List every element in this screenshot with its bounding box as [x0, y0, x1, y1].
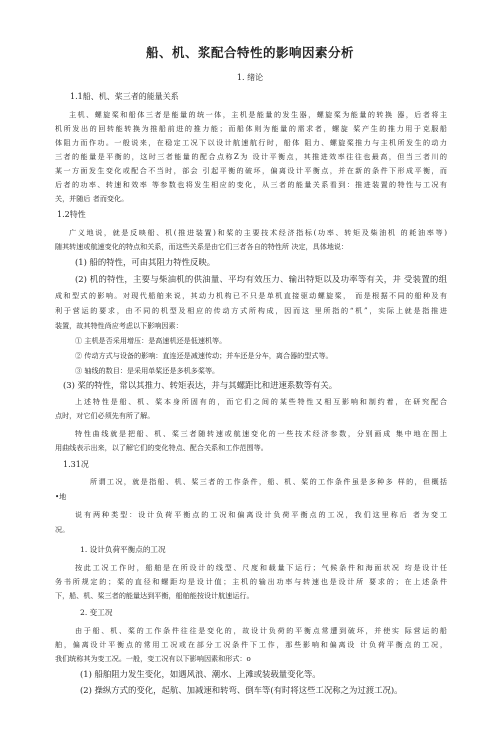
- paragraph-line: 关，并随后 者而变化。: [55, 194, 129, 203]
- paragraph-line: 说有两种类型：设计负荷平衡点的工况和偏离设计负荷平衡点的工况，我们这里称后 者为变工: [75, 510, 447, 519]
- subsection-heading-characteristics: 1.2特性: [57, 210, 86, 219]
- circled-list-item: ② 传动方式与设备的影响：直连还是减速传动；并车还是分车，离合器的型式等。: [75, 351, 333, 360]
- document-title: 船、机、浆配合特性的影响因素分析: [145, 45, 354, 60]
- paragraph-line: 体阻力而作功。一般说来，在稳定工况下以设计航速航行时，船体 阻力、螺旋桨推力与主机所发生的动力: [55, 138, 447, 147]
- paragraph-line: •地: [55, 492, 67, 501]
- paragraph-line: 舶，偏离设计平衡点的常用工况或在部分工况条件下工作，那些影响和偏离设 计负荷平衡点的工况，: [55, 640, 447, 649]
- paragraph-line: 点时，对它们必须先有所了解。: [55, 411, 155, 420]
- paragraph-line: 由于船、机、桨的工作条件往往是变化的，故设计负荷的平衡点常遭到破坏，并使实 际营运的船: [75, 626, 447, 635]
- subsection-heading-energy: 1.1船、机、桨三者的能量关系: [70, 92, 179, 101]
- list-item: (1) 船舶阻力发生变化，如遇风浪、潮水、上滩或装载量变化等。: [80, 670, 321, 679]
- paragraph-line: 装置，故其特性尚应考虑以下影响因素：: [55, 321, 183, 330]
- subsection-heading-conditions: 1.31况: [63, 460, 89, 469]
- paragraph-line: 广义地说，就是反映船、机(推进装置)和桨的主要技术经济指标(功率、转矩及柴油机 的耗油率等): [69, 228, 447, 237]
- paragraph-line: 主机、螺旋桨和船体三者是能量的统一体，主机是能量的发生器，螺旋桨为能量的转换 器，后者将主: [69, 110, 447, 119]
- paragraph-line: 所谓工况，就是指船、机、桨三者的工作条件，船、机、桨的工作条件虽是多种多 样的，但概括: [90, 477, 447, 486]
- paragraph-line: 三者的能量是平衡的，这时三者能量的配合点称Z为 设计平衡点，其推进效率往往也最高，但当三者川的: [55, 152, 447, 161]
- paragraph-line: 我们统称其为变工况。一般，变工况有以下影响因素和形式：o: [55, 654, 251, 663]
- list-item: (3) 桨的特性，常以其推力、转矩表达，并与其螺距比和进速系数等有关。: [63, 381, 338, 390]
- paragraph-line: 特性曲线就是把船、机、桨三者随转速或航速变化的一些技术经济参数，分别画成 集中地在图上: [75, 429, 447, 438]
- circled-list-item: ③ 轴线的数目：是采用单桨还是多机多桨等。: [75, 366, 220, 375]
- paragraph-line: 后者的功率、转速和效率 等参数也将发生相应的变化，从三者的能量关系看到：推进装置的特性与工况有: [55, 180, 447, 189]
- paragraph-line: 下，船、机、桨三者的能量达到平衡，船舶能按设计航速运行。: [55, 591, 254, 600]
- paragraph-line: 成和型式的影响。对现代船舶来说，其动力机构已不只是单机直接驱动螺旋桨， 而是根据不同的船种及有: [55, 291, 447, 300]
- list-item: (1) 船的特性，可由其阻力特性反映。: [75, 258, 216, 267]
- heading-variable-condition: 2. 变工况: [80, 608, 113, 617]
- list-item: (2) 机的特性，主要与柴油机的供油量、平均有效压力、输出特矩以及功率等有关，并 受装置的组: [75, 275, 447, 284]
- circled-list-item: ① 主机是否采用增压：是高速机还是低速机等。: [75, 336, 227, 345]
- paragraph-line: 况。: [55, 525, 70, 534]
- section-heading-introduction: 1. 绪论: [236, 73, 264, 82]
- paragraph-line: 务书所规定的；桨的直径和螺距均是设计值；主机的输出功率与转速也是设计所 要求的；在上述条件: [55, 577, 447, 586]
- paragraph-line: 利于营运的要求，由不同的机型及相应的传动方式所构成，因而这 里所指的“机”，实际上就是指推进: [55, 306, 447, 315]
- paragraph-line: 用曲线表示出来，以了解它们的变化特点、配合关系和工作范围等。: [55, 443, 268, 452]
- paragraph-line: 机所发出的回转能转换为推船前进的推力能；而船体则为能量的需求者，螺旋 桨产生的推力用于克服船: [55, 124, 447, 133]
- heading-design-load-condition: 1. 设计负荷平衡点的工况: [80, 545, 166, 554]
- paragraph-line: 按此工况工作时，船舶是在所设计的线型、尺度和载量下运行；气候条件和海面状况 均是设计任: [75, 563, 447, 572]
- paragraph-line: 随其转速或航速变化的特点和关系，而这些关系是由它们三者各自的特性所 决定，具体地说：: [55, 242, 349, 251]
- paragraph-line: 某一方面发生变化或配合不当时，部会 引起平衡的破坏，偏离设计平衡点，并在新的条件下形成平衡，而: [55, 166, 447, 175]
- paragraph-line: 上述特性是船、机、桨本身所固有的，而它们之间的某些特性又相互影响和制约着，在研究配合: [75, 397, 447, 406]
- list-item: (2) 操纵方式的变化，起航、加减速和转弯、倒车等(有时将这些工况称之为过渡工况)。: [80, 686, 403, 695]
